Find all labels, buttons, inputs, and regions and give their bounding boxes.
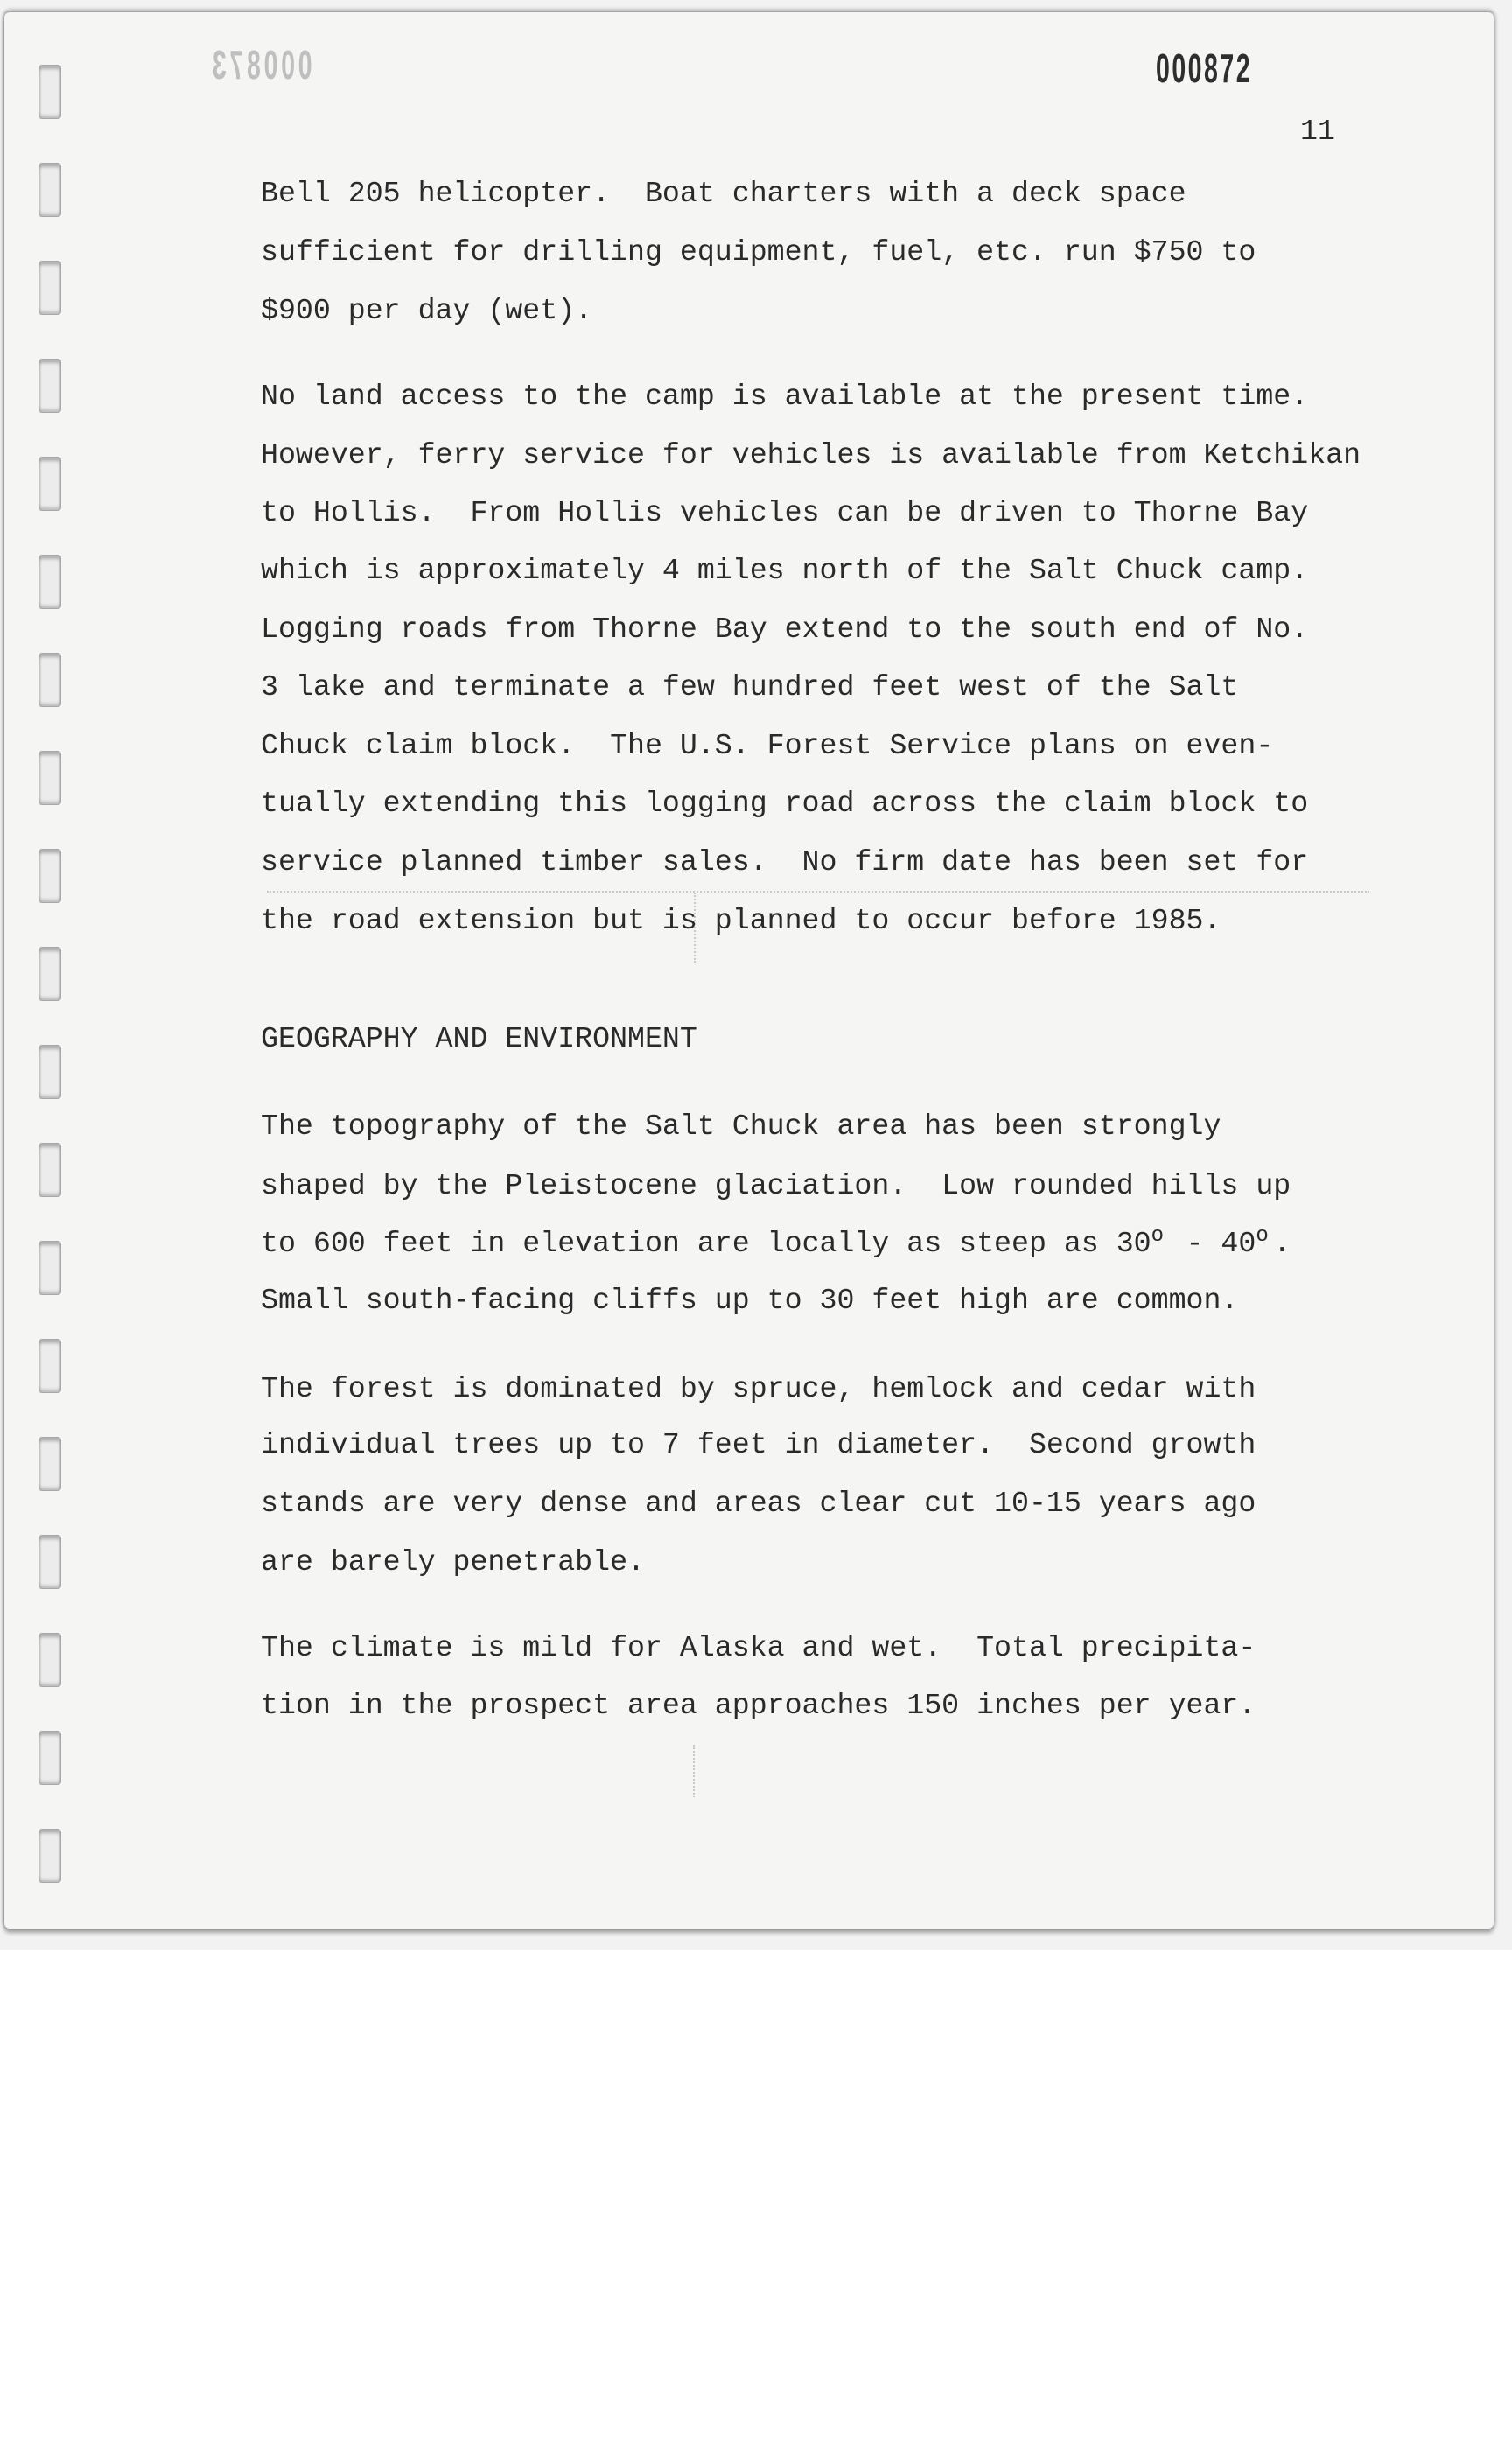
- text-line: tually extending this logging road across the claim block to: [261, 787, 1309, 820]
- punch-slot: [38, 359, 61, 413]
- section-heading: GEOGRAPHY AND ENVIRONMENT: [261, 1022, 697, 1055]
- punch-slot: [38, 1731, 61, 1785]
- text-line: The climate is mild for Alaska and wet. Total precipita-: [261, 1631, 1256, 1664]
- document-stamp-number: 000872: [1156, 46, 1253, 91]
- punch-slot: [38, 947, 61, 1001]
- text-segment: - 40: [1168, 1227, 1256, 1260]
- punch-slot: [38, 457, 61, 511]
- bleed-through-stamp-number: 000873: [209, 42, 312, 88]
- text-line: Chuck claim block. The U.S. Forest Service plans on even-: [261, 729, 1274, 762]
- text-segment: .: [1273, 1227, 1292, 1260]
- text-line: which is approximately 4 miles north of the Salt Chuck camp.: [261, 554, 1309, 587]
- text-line: No land access to the camp is available at the present time.: [261, 380, 1309, 413]
- punch-slot: [38, 1045, 61, 1099]
- page-number: 11: [1300, 115, 1335, 148]
- text-line: However, ferry service for vehicles is available from Ketchikan: [261, 438, 1362, 472]
- text-line: Logging roads from Thorne Bay extend to the south end of No.: [261, 612, 1309, 646]
- text-line: individual trees up to 7 feet in diameter. Second growth: [261, 1428, 1256, 1461]
- punch-slot: [38, 1339, 61, 1393]
- punch-slot: [38, 163, 61, 217]
- punch-slot: [38, 555, 61, 609]
- punch-slot: [38, 751, 61, 805]
- text-line: the road extension but is planned to occur before 1985.: [261, 904, 1222, 937]
- text-line: Bell 205 helicopter. Boat charters with a deck space: [261, 177, 1186, 210]
- scan-artifact-line: [693, 1745, 695, 1797]
- punch-slot: [38, 65, 61, 119]
- punch-slot: [38, 1633, 61, 1687]
- text-line: $900 per day (wet).: [261, 294, 593, 327]
- scan-artifact-line: [267, 891, 1369, 892]
- punch-slot: [38, 653, 61, 707]
- punch-slot: [38, 1241, 61, 1295]
- text-line: The topography of the Salt Chuck area has been strongly: [261, 1110, 1222, 1143]
- text-line: to Hollis. From Hollis vehicles can be driven to Thorne Bay: [261, 496, 1309, 529]
- text-line: shaped by the Pleistocene glaciation. Low rounded hills up: [261, 1169, 1292, 1202]
- text-line: Small south-facing cliffs up to 30 feet high are common.: [261, 1284, 1239, 1317]
- text-line: The forest is dominated by spruce, hemlock and cedar with: [261, 1372, 1256, 1405]
- text-line: service planned timber sales. No firm date has been set for: [261, 845, 1309, 878]
- punch-slot: [38, 1437, 61, 1491]
- punch-slot: [38, 1535, 61, 1589]
- text-line: tion in the prospect area approaches 150 inches per year.: [261, 1689, 1256, 1722]
- text-line: are barely penetrable.: [261, 1545, 645, 1578]
- text-line: 3 lake and terminate a few hundred feet west of the Salt: [261, 670, 1239, 704]
- punch-slot: [38, 1143, 61, 1197]
- punch-slot: [38, 849, 61, 903]
- text-line: stands are very dense and areas clear cut 10-15 years ago: [261, 1487, 1256, 1520]
- text-line-with-degrees: [261, 1226, 1291, 1261]
- degree-mark: o: [1151, 1224, 1165, 1248]
- text-line: sufficient for drilling equipment, fuel, etc. run $750 to: [261, 235, 1256, 269]
- text-segment: to 600 feet in elevation are locally as steep as 30: [261, 1227, 1152, 1260]
- punch-slot: [38, 1829, 61, 1883]
- punch-slot: [38, 261, 61, 315]
- degree-mark: o: [1256, 1224, 1269, 1248]
